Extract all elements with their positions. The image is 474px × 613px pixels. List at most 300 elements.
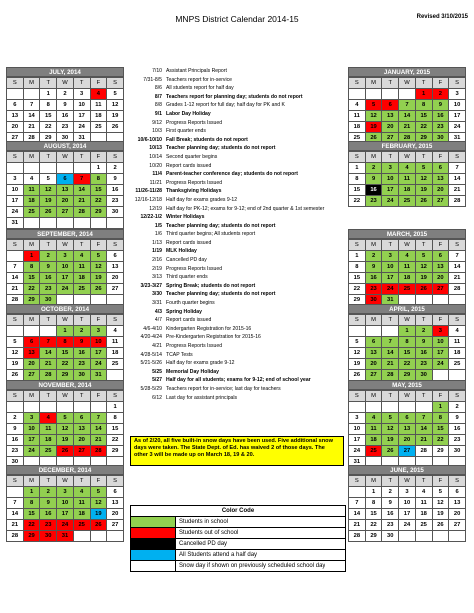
day-cell: 21 bbox=[90, 435, 107, 446]
event-item bbox=[126, 76, 348, 85]
day-cell: 17 bbox=[399, 509, 416, 520]
day-cell: 13 bbox=[107, 498, 124, 509]
month-calendar bbox=[348, 304, 466, 381]
weekday-header: T bbox=[382, 315, 399, 326]
day-cell: 19 bbox=[349, 359, 366, 370]
day-cell: 12 bbox=[432, 498, 449, 509]
event-date: 6/12 bbox=[152, 394, 162, 401]
legend-item bbox=[131, 550, 345, 561]
day-cell: 15 bbox=[432, 424, 449, 435]
day-cell: 19 bbox=[57, 435, 74, 446]
weekday-header: M bbox=[23, 78, 40, 89]
weekday-header: T bbox=[415, 391, 432, 402]
event-text: Last day for assistant principals bbox=[166, 394, 238, 401]
legend-swatch bbox=[131, 539, 176, 549]
day-cell bbox=[449, 370, 466, 381]
day-cell: 9 bbox=[449, 413, 466, 424]
day-cell: 22 bbox=[23, 520, 40, 531]
week-row bbox=[349, 446, 466, 457]
day-cell: 7 bbox=[349, 498, 366, 509]
day-cell: 28 bbox=[449, 196, 466, 207]
day-cell: 23 bbox=[415, 359, 432, 370]
week-row bbox=[7, 174, 124, 185]
day-cell bbox=[7, 402, 24, 413]
day-cell bbox=[40, 326, 57, 337]
day-cell: 30 bbox=[57, 133, 74, 144]
day-cell: 17 bbox=[7, 196, 24, 207]
day-cell: 14 bbox=[90, 424, 107, 435]
day-cell: 19 bbox=[40, 196, 57, 207]
day-cell: 26 bbox=[432, 520, 449, 531]
day-cell: 30 bbox=[73, 370, 90, 381]
weekday-header: W bbox=[399, 476, 416, 487]
event-date: 3/13 bbox=[152, 274, 162, 281]
month-calendar bbox=[348, 141, 466, 207]
week-row bbox=[349, 348, 466, 359]
day-cell: 23 bbox=[7, 446, 24, 457]
day-cell: 24 bbox=[449, 122, 466, 133]
event-item bbox=[126, 119, 348, 128]
event-item bbox=[126, 162, 348, 171]
day-cell: 4 bbox=[107, 326, 124, 337]
day-cell: 25 bbox=[399, 196, 416, 207]
day-cell: 15 bbox=[40, 111, 57, 122]
day-cell: 23 bbox=[365, 196, 382, 207]
day-cell: 20 bbox=[432, 185, 449, 196]
day-cell: 18 bbox=[365, 435, 382, 446]
day-cell bbox=[382, 326, 399, 337]
event-date: 7/10 bbox=[152, 68, 162, 74]
weekday-header: T bbox=[415, 152, 432, 163]
month-calendar bbox=[6, 229, 124, 306]
day-cell bbox=[449, 531, 466, 542]
day-cell: 18 bbox=[449, 348, 466, 359]
weekday-header: T bbox=[382, 240, 399, 251]
event-date: 4/6-4/10 bbox=[143, 325, 162, 332]
day-cell: 10 bbox=[7, 185, 24, 196]
day-cell: 22 bbox=[40, 122, 57, 133]
event-list bbox=[126, 67, 348, 402]
day-cell: 31 bbox=[382, 295, 399, 306]
event-text: Second quarter begins bbox=[166, 153, 218, 160]
day-cell bbox=[90, 402, 107, 413]
day-cell: 10 bbox=[73, 100, 90, 111]
day-cell: 21 bbox=[7, 520, 24, 531]
legend-swatch bbox=[131, 550, 176, 560]
weekday-header: M bbox=[365, 78, 382, 89]
day-cell: 13 bbox=[73, 424, 90, 435]
weekday-header: W bbox=[399, 391, 416, 402]
weekday-header: F bbox=[90, 78, 107, 89]
day-cell: 27 bbox=[57, 207, 74, 218]
event-item bbox=[126, 273, 348, 282]
day-cell: 2 bbox=[365, 163, 382, 174]
weekday-header: F bbox=[432, 240, 449, 251]
day-cell: 11 bbox=[365, 424, 382, 435]
day-cell bbox=[7, 487, 24, 498]
day-cell: 21 bbox=[73, 196, 90, 207]
event-date: 10/3 bbox=[152, 128, 162, 135]
week-row bbox=[349, 122, 466, 133]
month-title: DECEMBER, 2014 bbox=[6, 465, 124, 475]
day-cell bbox=[365, 326, 382, 337]
day-cell: 22 bbox=[349, 284, 366, 295]
day-cell: 16 bbox=[432, 111, 449, 122]
day-cell: 7 bbox=[23, 100, 40, 111]
day-cell: 29 bbox=[57, 370, 74, 381]
day-cell: 27 bbox=[449, 520, 466, 531]
day-cell: 6 bbox=[432, 163, 449, 174]
day-cell: 27 bbox=[107, 520, 124, 531]
day-cell: 8 bbox=[40, 100, 57, 111]
day-cell: 23 bbox=[73, 359, 90, 370]
day-cell bbox=[432, 531, 449, 542]
month-title: MAY, 2015 bbox=[348, 380, 466, 390]
day-cell: 17 bbox=[449, 111, 466, 122]
week-row bbox=[7, 111, 124, 122]
day-cell: 27 bbox=[382, 133, 399, 144]
day-cell: 15 bbox=[365, 509, 382, 520]
day-cell: 17 bbox=[432, 348, 449, 359]
legend-item bbox=[131, 539, 345, 550]
day-cell: 7 bbox=[399, 100, 416, 111]
event-date: 11/4 bbox=[152, 171, 162, 178]
day-cell: 25 bbox=[399, 284, 416, 295]
day-cell: 29 bbox=[432, 446, 449, 457]
day-cell: 1 bbox=[107, 402, 124, 413]
day-cell: 25 bbox=[449, 359, 466, 370]
day-cell: 31 bbox=[449, 133, 466, 144]
weekday-header: F bbox=[90, 152, 107, 163]
day-cell: 22 bbox=[57, 359, 74, 370]
day-cell: 4 bbox=[90, 89, 107, 100]
event-item bbox=[126, 110, 348, 119]
day-cell: 8 bbox=[23, 262, 40, 273]
color-code-legend bbox=[130, 505, 346, 572]
day-cell: 27 bbox=[432, 284, 449, 295]
weekday-header: W bbox=[399, 78, 416, 89]
event-date: 10/13 bbox=[149, 145, 162, 152]
day-cell: 11 bbox=[399, 174, 416, 185]
event-item bbox=[126, 376, 348, 385]
day-cell: 28 bbox=[382, 370, 399, 381]
day-cell: 25 bbox=[90, 122, 107, 133]
day-cell: 30 bbox=[432, 133, 449, 144]
week-row bbox=[7, 326, 124, 337]
day-cell: 16 bbox=[40, 509, 57, 520]
day-cell: 20 bbox=[449, 509, 466, 520]
weekday-header: S bbox=[449, 240, 466, 251]
day-cell: 5 bbox=[415, 251, 432, 262]
day-cell: 12 bbox=[415, 262, 432, 273]
day-cell: 3 bbox=[382, 163, 399, 174]
day-cell: 20 bbox=[57, 196, 74, 207]
day-cell bbox=[349, 487, 366, 498]
day-cell: 6 bbox=[449, 487, 466, 498]
day-cell bbox=[7, 326, 24, 337]
event-text: Half day for PK-12; exams for 9-12; end of 2nd quarter & 1st semester bbox=[166, 205, 325, 212]
event-item bbox=[126, 256, 348, 265]
day-cell: 29 bbox=[365, 531, 382, 542]
day-cell: 4 bbox=[399, 251, 416, 262]
event-text: Parent-teacher conference day; students do not report bbox=[166, 171, 298, 178]
day-cell: 26 bbox=[382, 446, 399, 457]
event-text: Teacher planning day; students do not report bbox=[166, 222, 276, 229]
day-cell: 2 bbox=[107, 163, 124, 174]
weekday-header: M bbox=[23, 240, 40, 251]
day-cell: 5 bbox=[349, 337, 366, 348]
snow-day-notice: As of 2/20, all five built-in snow days have been used. Five additional snow days were taken. The State Dept. of Ed. has waived 2 of those days. The other 3 will be made up on March 18, 19 & 20. bbox=[130, 436, 344, 466]
day-cell: 20 bbox=[365, 359, 382, 370]
day-cell: 11 bbox=[107, 337, 124, 348]
day-cell: 8 bbox=[107, 413, 124, 424]
event-text: Teachers report for in-service; last day for teachers bbox=[166, 385, 281, 392]
weekday-header: F bbox=[432, 152, 449, 163]
day-cell bbox=[23, 218, 40, 229]
weekday-header: T bbox=[40, 240, 57, 251]
month-calendar bbox=[348, 465, 466, 542]
event-text: Report cards issued bbox=[166, 317, 212, 324]
event-item bbox=[126, 290, 348, 299]
legend-swatch bbox=[131, 517, 176, 527]
day-cell bbox=[40, 402, 57, 413]
day-cell: 6 bbox=[23, 337, 40, 348]
event-item bbox=[126, 213, 348, 222]
day-cell: 14 bbox=[382, 348, 399, 359]
day-cell: 23 bbox=[57, 122, 74, 133]
weekday-header: S bbox=[107, 152, 124, 163]
day-cell bbox=[57, 402, 74, 413]
day-cell: 31 bbox=[7, 218, 24, 229]
day-cell: 19 bbox=[90, 273, 107, 284]
event-date: 3/31 bbox=[152, 300, 162, 307]
day-cell: 24 bbox=[432, 359, 449, 370]
weekday-header: T bbox=[415, 476, 432, 487]
day-cell: 21 bbox=[23, 122, 40, 133]
weekday-header: F bbox=[90, 315, 107, 326]
page-title: MNPS District Calendar 2014-15 bbox=[175, 14, 299, 24]
event-text: Labor Day Holiday bbox=[166, 110, 211, 117]
event-item bbox=[126, 351, 348, 360]
day-cell: 11 bbox=[449, 337, 466, 348]
event-item bbox=[126, 359, 348, 368]
event-date: 10/14 bbox=[149, 153, 162, 160]
day-cell: 1 bbox=[90, 163, 107, 174]
day-cell: 9 bbox=[415, 337, 432, 348]
day-cell: 25 bbox=[40, 446, 57, 457]
event-text: Kindergarten Registration for 2015-16 bbox=[166, 325, 252, 332]
day-cell: 4 bbox=[365, 413, 382, 424]
day-cell bbox=[7, 89, 24, 100]
event-item bbox=[126, 265, 348, 274]
event-item bbox=[126, 127, 348, 136]
day-cell: 20 bbox=[73, 435, 90, 446]
day-cell: 7 bbox=[90, 413, 107, 424]
day-cell: 24 bbox=[23, 446, 40, 457]
month-title: SEPTEMBER, 2014 bbox=[6, 229, 124, 239]
day-cell: 3 bbox=[7, 174, 24, 185]
month-title: MARCH, 2015 bbox=[348, 229, 466, 239]
day-cell: 4 bbox=[349, 100, 366, 111]
weekday-header: S bbox=[7, 152, 24, 163]
event-date: 5/28-5/29 bbox=[140, 385, 162, 392]
day-cell: 9 bbox=[365, 262, 382, 273]
week-row bbox=[7, 207, 124, 218]
weekday-header: W bbox=[57, 240, 74, 251]
day-cell: 30 bbox=[415, 370, 432, 381]
day-cell: 1 bbox=[399, 326, 416, 337]
day-cell: 18 bbox=[40, 435, 57, 446]
event-date: 4/3 bbox=[154, 308, 162, 315]
day-cell: 28 bbox=[90, 446, 107, 457]
day-cell bbox=[73, 531, 90, 542]
weekday-header: S bbox=[449, 476, 466, 487]
day-cell: 1 bbox=[365, 487, 382, 498]
weekday-header: M bbox=[23, 391, 40, 402]
day-cell: 6 bbox=[7, 100, 24, 111]
day-cell: 16 bbox=[107, 185, 124, 196]
event-text: Half day for exams grade 9-12 bbox=[166, 360, 235, 367]
day-cell: 26 bbox=[349, 370, 366, 381]
day-cell: 6 bbox=[432, 251, 449, 262]
week-row bbox=[7, 218, 124, 229]
day-cell: 3 bbox=[23, 413, 40, 424]
weekday-header: W bbox=[399, 240, 416, 251]
event-text: Report cards issued bbox=[166, 162, 212, 169]
day-cell: 30 bbox=[365, 295, 382, 306]
weekday-header: T bbox=[73, 391, 90, 402]
day-cell bbox=[415, 402, 432, 413]
day-cell: 8 bbox=[349, 174, 366, 185]
week-row bbox=[349, 251, 466, 262]
day-cell: 9 bbox=[365, 174, 382, 185]
week-row bbox=[349, 424, 466, 435]
day-cell: 20 bbox=[432, 273, 449, 284]
day-cell: 8 bbox=[349, 262, 366, 273]
day-cell: 16 bbox=[73, 348, 90, 359]
day-cell: 9 bbox=[57, 100, 74, 111]
day-cell: 28 bbox=[349, 531, 366, 542]
day-cell: 26 bbox=[90, 284, 107, 295]
event-item bbox=[126, 385, 348, 394]
legend-swatch bbox=[131, 528, 176, 538]
weekday-header: T bbox=[382, 476, 399, 487]
day-cell: 29 bbox=[23, 531, 40, 542]
day-cell: 4 bbox=[415, 487, 432, 498]
day-cell: 3 bbox=[90, 326, 107, 337]
day-cell: 17 bbox=[349, 435, 366, 446]
day-cell: 19 bbox=[107, 111, 124, 122]
day-cell: 14 bbox=[7, 509, 24, 520]
day-cell: 29 bbox=[107, 446, 124, 457]
event-item bbox=[126, 247, 348, 256]
weekday-header: T bbox=[382, 78, 399, 89]
day-cell: 12 bbox=[90, 498, 107, 509]
day-cell bbox=[7, 251, 24, 262]
event-text: First quarter ends bbox=[166, 128, 206, 135]
week-row bbox=[349, 111, 466, 122]
day-cell: 10 bbox=[57, 498, 74, 509]
event-date: 10/20 bbox=[149, 162, 162, 169]
day-cell: 9 bbox=[432, 100, 449, 111]
day-cell: 29 bbox=[349, 295, 366, 306]
weekday-header: F bbox=[432, 315, 449, 326]
day-cell: 2 bbox=[57, 89, 74, 100]
legend-swatch bbox=[131, 561, 176, 571]
weekday-header: M bbox=[23, 152, 40, 163]
day-cell: 24 bbox=[73, 122, 90, 133]
event-date: 2/16 bbox=[152, 257, 162, 264]
day-cell: 19 bbox=[7, 359, 24, 370]
event-item bbox=[126, 316, 348, 325]
day-cell: 28 bbox=[7, 531, 24, 542]
event-date: 1/6 bbox=[154, 231, 162, 238]
month-calendar bbox=[348, 380, 466, 468]
day-cell: 22 bbox=[107, 435, 124, 446]
day-cell: 21 bbox=[449, 273, 466, 284]
event-item bbox=[126, 333, 348, 342]
event-text: Teacher planning day; students do not report bbox=[166, 291, 276, 298]
weekday-header: S bbox=[449, 78, 466, 89]
day-cell: 10 bbox=[57, 262, 74, 273]
event-date: 4/21 bbox=[152, 343, 162, 349]
week-row bbox=[349, 435, 466, 446]
weekday-header: F bbox=[432, 78, 449, 89]
day-cell: 9 bbox=[40, 262, 57, 273]
weekday-header: T bbox=[382, 391, 399, 402]
event-text: Progress Reports Issued bbox=[166, 119, 223, 126]
legend-label: Students in school bbox=[179, 519, 229, 525]
legend-label: Students out of school bbox=[179, 530, 239, 536]
week-row bbox=[349, 402, 466, 413]
day-cell: 30 bbox=[40, 295, 57, 306]
day-cell: 17 bbox=[382, 185, 399, 196]
day-cell: 11 bbox=[349, 111, 366, 122]
month-calendar bbox=[6, 67, 124, 144]
day-cell: 23 bbox=[382, 520, 399, 531]
week-row bbox=[7, 284, 124, 295]
day-cell: 9 bbox=[7, 424, 24, 435]
day-cell: 26 bbox=[57, 446, 74, 457]
event-date: 1/5 bbox=[154, 222, 162, 229]
day-cell bbox=[90, 218, 107, 229]
event-text: Third quarter begins; All students report bbox=[166, 231, 256, 238]
event-date: 7/31-8/5 bbox=[143, 76, 162, 83]
week-row bbox=[7, 435, 124, 446]
day-cell: 10 bbox=[23, 424, 40, 435]
weekday-header: S bbox=[449, 391, 466, 402]
day-cell: 5 bbox=[107, 89, 124, 100]
event-text: Thanksgiving Holidays bbox=[166, 188, 222, 195]
weekday-header: T bbox=[73, 152, 90, 163]
day-cell bbox=[382, 89, 399, 100]
event-date: 5/25 bbox=[152, 368, 162, 375]
day-cell: 1 bbox=[349, 163, 366, 174]
event-date: 10/6-10/10 bbox=[137, 136, 162, 143]
day-cell: 21 bbox=[449, 185, 466, 196]
day-cell: 17 bbox=[90, 348, 107, 359]
day-cell: 16 bbox=[449, 424, 466, 435]
day-cell: 15 bbox=[23, 509, 40, 520]
weekday-header: S bbox=[449, 152, 466, 163]
event-item bbox=[126, 239, 348, 248]
day-cell: 25 bbox=[349, 133, 366, 144]
week-row bbox=[7, 262, 124, 273]
day-cell: 5 bbox=[415, 163, 432, 174]
event-item bbox=[126, 368, 348, 377]
day-cell bbox=[23, 89, 40, 100]
legend-item bbox=[131, 517, 345, 528]
